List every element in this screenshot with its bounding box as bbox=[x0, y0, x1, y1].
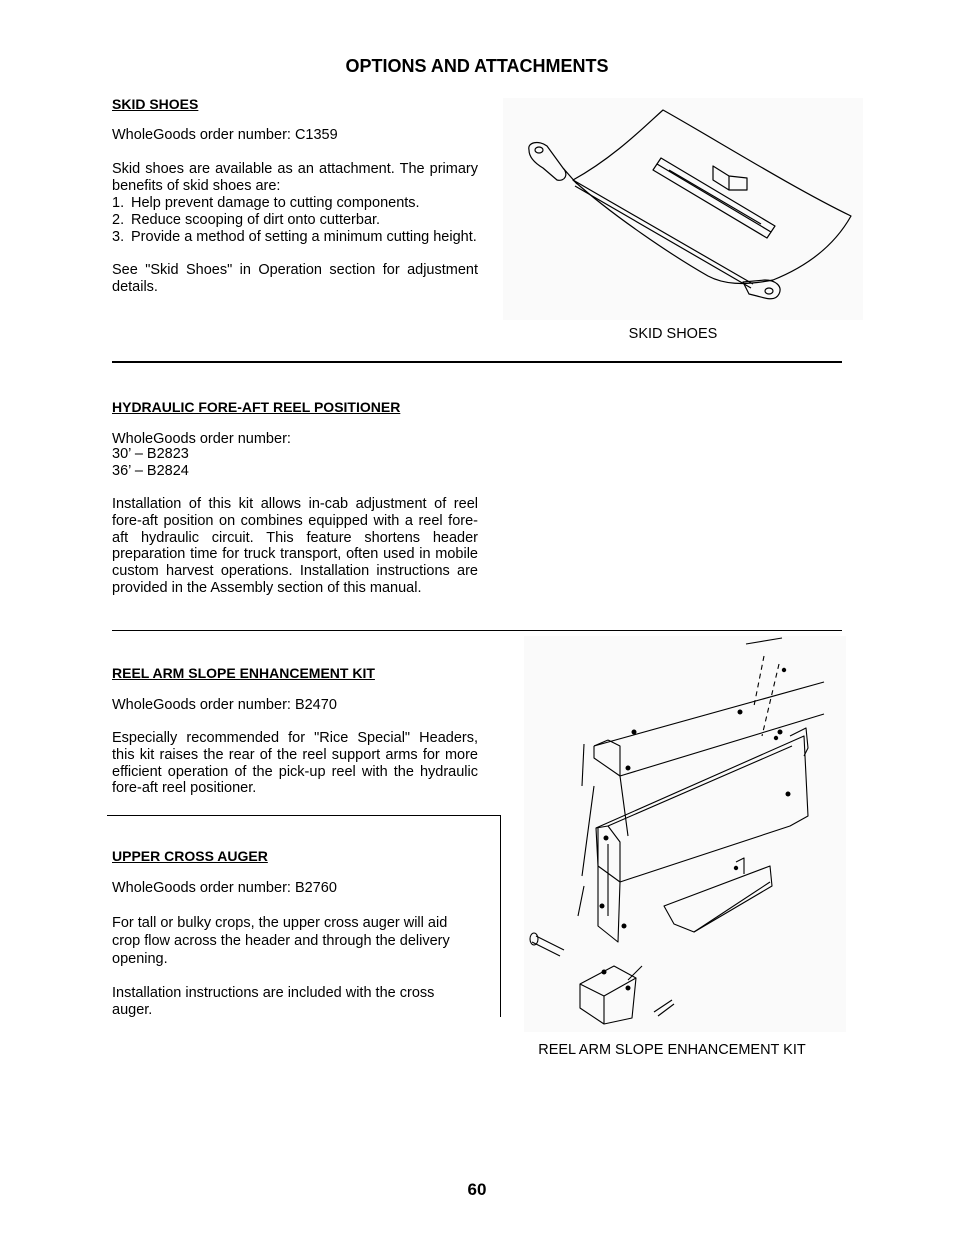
section-divider bbox=[107, 815, 500, 816]
skid-shoes-see-also: See "Skid Shoes" in Operation section for adjustment details. bbox=[112, 262, 478, 295]
section-divider-vertical bbox=[500, 815, 501, 1017]
section-divider bbox=[112, 630, 842, 631]
list-item: 1. Help prevent damage to cutting components. bbox=[112, 195, 420, 211]
reel-arm-kit-heading: REEL ARM SLOPE ENHANCEMENT KIT bbox=[112, 665, 375, 681]
cross-auger-heading: UPPER CROSS AUGER bbox=[112, 848, 268, 864]
reel-positioner-order-30: 30’ – B2823 bbox=[112, 446, 189, 462]
reel-arm-kit-illustration bbox=[524, 636, 846, 1032]
skid-shoes-benefits-list bbox=[112, 195, 478, 245]
cross-auger-install: Installation instructions are included with the cross auger. bbox=[112, 985, 435, 1018]
page-title: OPTIONS AND ATTACHMENTS bbox=[345, 56, 609, 76]
section-divider bbox=[112, 361, 842, 363]
skid-shoes-heading: SKID SHOES bbox=[112, 96, 199, 112]
reel-arm-kit-order-number: WholeGoods order number: B2470 bbox=[112, 697, 337, 713]
page-number: 60 bbox=[467, 1180, 487, 1199]
skid-shoes-illustration bbox=[503, 98, 863, 320]
skid-shoes-order-number: WholeGoods order number: C1359 bbox=[112, 127, 338, 143]
cross-auger-body: For tall or bulky crops, the upper cross auger will aid crop flow across the header and through the delivery opening. bbox=[112, 915, 450, 967]
reel-arm-kit-caption: REEL ARM SLOPE ENHANCEMENT KIT bbox=[538, 1042, 806, 1058]
skid-shoes-caption: SKID SHOES bbox=[628, 326, 718, 342]
reel-positioner-body: Installation of this kit allows in-cab adjustment of reel fore-aft position on combines equipped with a reel fore-aft hydraulic circuit. This feature shortens header preparation time for truck transport, often used in mobile custom harvest operations. Installation instructions are provided in the Assembly section of this manual. bbox=[112, 496, 478, 596]
list-item: 3. Provide a method of setting a minimum cutting height. bbox=[112, 228, 477, 245]
cross-auger-order-number: WholeGoods order number: B2760 bbox=[112, 880, 337, 896]
reel-arm-kit-body: Especially recommended for "Rice Special" Headers, this kit raises the rear of the reel support arms for more efficient operation of the pick-up reel with the hydraulic fore-aft reel positioner. bbox=[112, 730, 478, 797]
reel-positioner-heading: HYDRAULIC FORE-AFT REEL POSITIONER bbox=[112, 399, 401, 415]
skid-shoes-intro: Skid shoes are available as an attachment. The primary benefits of skid shoes are: bbox=[112, 161, 478, 194]
list-item: 2. Reduce scooping of dirt onto cutterbar. bbox=[112, 211, 381, 228]
reel-positioner-order-36: 36’ – B2824 bbox=[112, 463, 189, 479]
reel-positioner-order-label: WholeGoods order number: bbox=[112, 431, 291, 447]
